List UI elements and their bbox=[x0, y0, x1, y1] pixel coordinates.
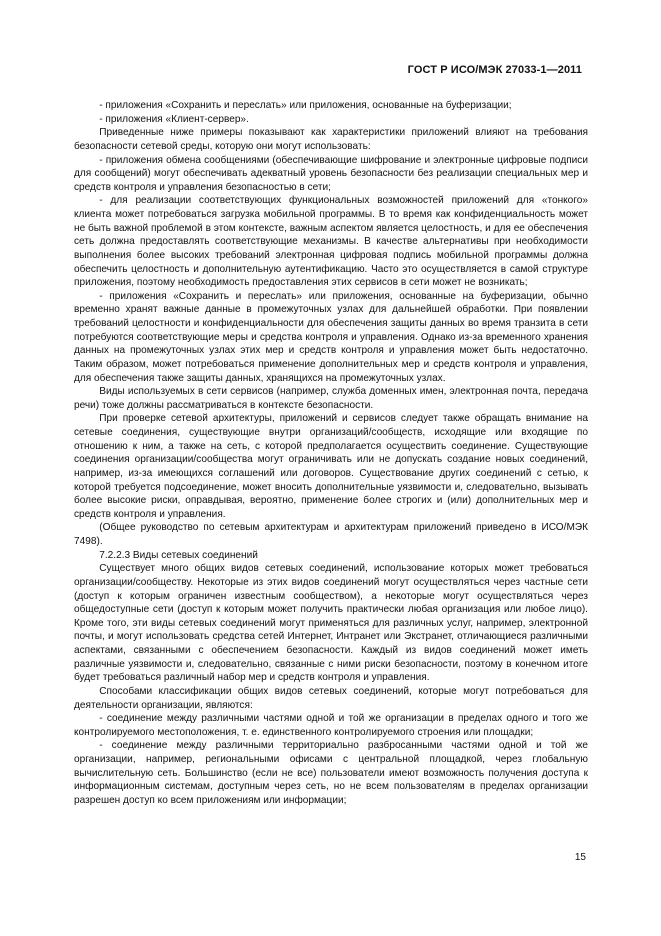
document-body bbox=[74, 99, 588, 808]
paragraph-list-item: - приложения «Клиент-сервер». bbox=[99, 113, 249, 125]
section-heading: 7.2.2.3 Виды сетевых соединений bbox=[99, 549, 258, 561]
paragraph: При проверке сетевой архитектуры, приложений и сервисов следует также обращать внимание на сетевые соединения, существующие внутри организаций/сообществ, исходящие или входящие по отношению к ним, а также на сеть, с которой предполагается осуществить соединение. Существующие соединения организации/сообщества могут ограничивать или не допускать создание новых соединений, например, из-за имеющихся соглашений или договоров. Существование других соединений с сетью, к которой требуется подсоединение, может вносить дополнительные уязвимости и, следовательно, вызывать более высокие риски, оправдывая, вероятно, применение более строгих и (или) дополнительных мер и средств контроля и управления. bbox=[74, 413, 588, 520]
paragraph-list-item: - приложения «Сохранить и переслать» или приложения, основанные на буферизации; bbox=[99, 100, 512, 111]
document-standard-header: ГОСТ Р ИСО/МЭК 27033-1—2011 bbox=[407, 64, 582, 76]
paragraph-list-item: - соединение между различными территориально разбросанными частями одной и той же организации, например, региональными офисами с центральной площадкой, через глобальную вычислительную сеть. Большинство (если не все) пользователи имеют возможность получения доступа к информационным системам, доступным через сеть, но не всем пользователям в пределах организации разрешен доступ ко всем приложениям или информации; bbox=[74, 740, 588, 806]
paragraph-list-item: - для реализации соответствующих функциональных возможностей приложений для «тонкого» клиента может потребоваться загрузка мобильной программы. В то время как конфиденциальность может не быть важной проблемой в этом контексте, важным аспектом является целостность, и для ее обеспечения сеть должна предоставлять соответствующие механизмы. В качестве альтернативы при необходимости выполнения более высоких требований электронная цифровая подпись мобильной программы должна обеспечить целостность и дополнительную аутентификацию. Часто это осуществляется в самой структуре приложения, поэтому необходимость предоставления этих сервисов в сети может не возникать; bbox=[74, 195, 588, 289]
paragraph-list-item: - приложения «Сохранить и переслать» или приложения, основанные на буферизации, обычно временно хранят важные данные в промежуточных узлах для дальнейшей обработки. При появлении требований целостности и конфиденциальности для обеспечения защиты данных во время транзита в сети потребуются соответствующие меры и средства контроля и управления. Однако из-за временного хранения данных на промежуточных узлах этих мер и средств контроля и управления может быть недостаточно. Таким образом, может потребоваться применение дополнительных мер и средств контроля и управления, для обеспечения также защиты данных, хранящихся на промежуточных узлах. bbox=[74, 290, 588, 384]
paragraph: Существует много общих видов сетевых соединений, использование которых может требоваться организации/сообществу. Некоторые из этих видов соединений могут осуществляться через частные сети (доступ к которым ограничен известным сообществом), а некоторые могут осуществляться через общедоступные сети (доступ к которым может получить практически любая организация или любое лицо). Кроме того, эти виды сетевых соединений могут применяться для различных услуг, например, электронной почты, и могут использовать средства сетей Интернет, Интранет или Экстранет, отличающиеся различными аспектами, связанными с обеспечением безопасности. Каждый из видов соединений может иметь различные уязвимости и, следовательно, связанные с ними риски безопасности, поэтому в конечном итоге будет требоваться различный набор мер и средств контроля и управления. bbox=[74, 563, 588, 684]
paragraph: Способами классификации общих видов сетевых соединений, которые могут потребоваться для деятельности организации, являются: bbox=[74, 685, 588, 711]
paragraph: Виды используемых в сети сервисов (например, служба доменных имен, электронная почта, передача речи) тоже должны рассматриваться в контексте безопасности. bbox=[74, 386, 588, 411]
paragraph: Приведенные ниже примеры показывают как характеристики приложений влияют на требования безопасности сетевой среды, которую они могут использовать: bbox=[74, 127, 588, 152]
paragraph-list-item: - приложения обмена сообщениями (обеспечивающие шифрование и электронные цифровые подписи для сообщений) могут обеспечивать адекватный уровень безопасности без реализации специальных мер и средств контроля и управления безопасностью в сети; bbox=[74, 154, 588, 193]
paragraph-list-item: - соединение между различными частями одной и той же организации в пределах одного и того же контролируемого местоположения, т. е. единственного контролируемого строения или площадки; bbox=[74, 713, 588, 738]
paragraph: (Общее руководство по сетевым архитектурам и архитектурам приложений приведено в ИСО/МЭК 7498). bbox=[74, 522, 588, 547]
page-number: 15 bbox=[574, 852, 586, 863]
